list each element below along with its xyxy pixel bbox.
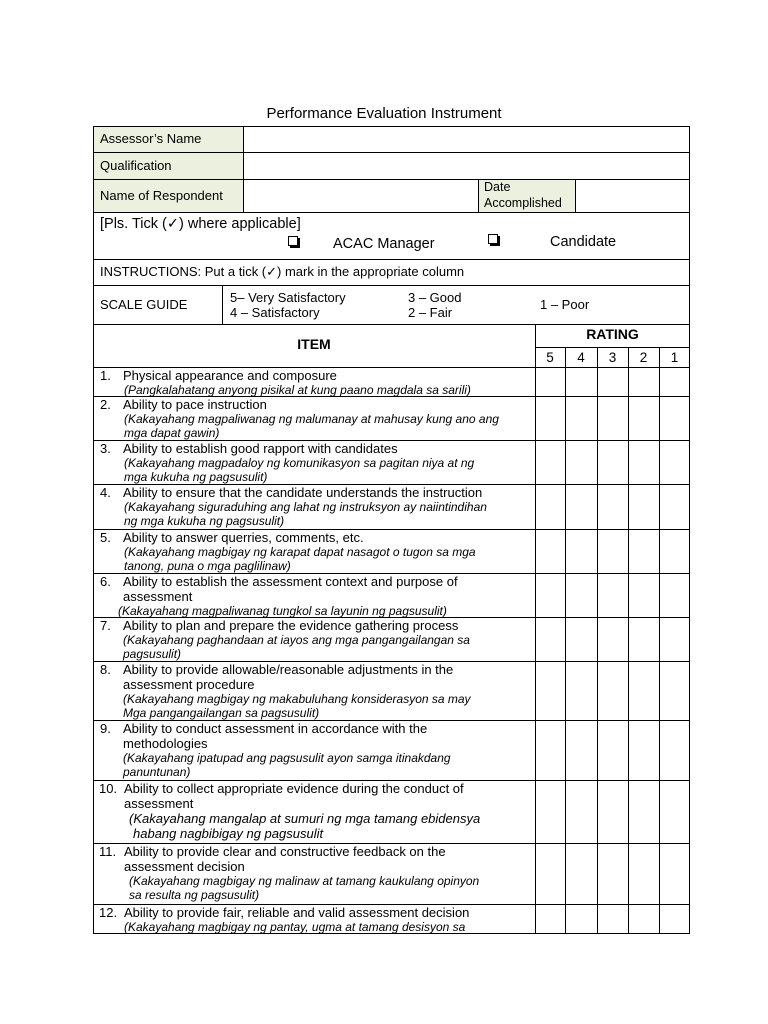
qualification-label: Qualification xyxy=(100,158,172,173)
item-number: 2. xyxy=(100,397,111,412)
item-number: 12. xyxy=(99,905,118,920)
item-text: Ability to provide allowable/reasonable adjustments in the xyxy=(123,662,454,677)
tick-prompt: [Pls. Tick (✓) where applicable] xyxy=(100,216,301,232)
qualification-field[interactable] xyxy=(245,154,688,178)
item-header: ITEM xyxy=(297,336,331,352)
rating-cell-12-4[interactable] xyxy=(566,905,596,932)
rating-cell-1-4[interactable] xyxy=(566,368,596,395)
item-number: 4. xyxy=(100,485,111,500)
rating-cell-5-4[interactable] xyxy=(566,530,596,572)
item-translation: (Kakayahang magpaliwanag tungkol sa layunin ng pagsusulit) xyxy=(118,604,447,618)
item-text: Physical appearance and composure xyxy=(123,368,337,383)
rating-cell-7-4[interactable] xyxy=(566,618,596,660)
item-translation: (Kakayahang ipatupad ang pagsusulit ayon samga itinakdang xyxy=(123,751,451,765)
item-translation: (Kakayahang magpaliwanag ng malumanay at mahusay kung ano ang xyxy=(124,412,499,426)
item-number: 8. xyxy=(100,662,111,677)
item-number: 9. xyxy=(100,721,111,736)
item-translation: Mga pangangailangan sa pagsusulit) xyxy=(123,706,320,720)
item-text: methodologies xyxy=(123,736,208,751)
rating-cell-10-1[interactable] xyxy=(660,781,689,842)
item-number: 3. xyxy=(100,441,111,456)
rating-cell-3-5[interactable] xyxy=(536,441,564,483)
rating-col-1: 1 xyxy=(670,350,679,365)
rating-cell-3-1[interactable] xyxy=(660,441,689,483)
rating-cell-6-5[interactable] xyxy=(536,574,564,616)
rating-cell-11-1[interactable] xyxy=(660,844,689,903)
item-translation: (Kakayahang mangalap at sumuri ng mga tamang ebidensya xyxy=(129,811,481,826)
scale-1: 1 – Poor xyxy=(540,297,590,312)
rating-cell-9-4[interactable] xyxy=(566,721,596,779)
item-text: Ability to answer querries, comments, etc. xyxy=(123,530,364,545)
rating-cell-11-3[interactable] xyxy=(598,844,627,903)
rating-cell-1-5[interactable] xyxy=(536,368,564,395)
respondent-name-field[interactable] xyxy=(245,181,477,211)
scale-5: 5– Very Satisfactory xyxy=(230,290,346,305)
item-translation: sa resulta ng pagsusulit) xyxy=(129,888,260,902)
rating-cell-12-2[interactable] xyxy=(629,905,658,932)
item-number: 5. xyxy=(100,530,111,545)
item-translation: (Pangkalahatang anyong pisikal at kung paano magdala sa sarili) xyxy=(124,383,471,397)
rating-cell-4-5[interactable] xyxy=(536,485,564,528)
scale-4: 4 – Satisfactory xyxy=(230,305,320,320)
rating-col-2: 2 xyxy=(639,350,648,365)
rating-header: RATING xyxy=(586,326,639,342)
rating-col-4: 4 xyxy=(577,350,585,365)
rating-cell-2-2[interactable] xyxy=(629,397,658,439)
rating-cell-12-5[interactable] xyxy=(536,905,564,932)
rating-cell-10-5[interactable] xyxy=(536,781,564,842)
rating-cell-5-5[interactable] xyxy=(536,530,564,572)
scale-3: 3 – Good xyxy=(408,290,462,305)
rating-cell-11-5[interactable] xyxy=(536,844,564,903)
item-number: 10. xyxy=(99,781,118,796)
item-translation: (Kakayahang magpadaloy ng komunikasyon sa pagitan niya at ng xyxy=(124,456,475,470)
rating-cell-7-5[interactable] xyxy=(536,618,564,660)
date-label-line2: Accomplished xyxy=(484,196,562,210)
rating-cell-12-1[interactable] xyxy=(660,905,689,932)
rating-cell-5-2[interactable] xyxy=(629,530,658,572)
rating-cell-2-3[interactable] xyxy=(598,397,627,439)
assessor-label: Assessor’s Name xyxy=(100,131,202,146)
item-translation: tanong, puna o mga paglilinaw) xyxy=(124,559,291,573)
rating-cell-8-3[interactable] xyxy=(598,662,627,719)
candidate-label: Candidate xyxy=(550,234,617,250)
item-text: Ability to provide fair, reliable and valid assessment decision xyxy=(124,905,470,920)
item-translation: pagsusulit) xyxy=(123,647,182,661)
item-translation: mga dapat gawin) xyxy=(124,426,220,440)
rating-cell-8-1[interactable] xyxy=(660,662,689,719)
rating-cell-10-3[interactable] xyxy=(598,781,627,842)
rating-cell-9-3[interactable] xyxy=(598,721,627,779)
acac-manager-label: ACAC Manager xyxy=(333,236,435,252)
rating-cell-1-3[interactable] xyxy=(598,368,627,395)
item-text: assessment xyxy=(123,589,193,604)
rating-cell-4-2[interactable] xyxy=(629,485,658,528)
rating-cell-6-2[interactable] xyxy=(629,574,658,616)
item-translation: (Kakayahang magbigay ng makabuluhang konsiderasyon sa may xyxy=(123,692,471,706)
item-text: Ability to pace instruction xyxy=(123,397,267,412)
item-translation: panuntunan) xyxy=(123,765,191,779)
rating-cell-4-1[interactable] xyxy=(660,485,689,528)
item-number: 11. xyxy=(99,844,117,859)
assessor-name-field[interactable] xyxy=(245,128,688,151)
item-text: Ability to conduct assessment in accordance with the xyxy=(123,721,428,736)
rating-cell-8-4[interactable] xyxy=(566,662,596,719)
item-text: Ability to establish good rapport with candidates xyxy=(123,441,398,456)
instructions-text: INSTRUCTIONS: Put a tick (✓) mark in the appropriate column xyxy=(100,264,465,279)
rating-cell-11-2[interactable] xyxy=(629,844,658,903)
item-translation: (Kakayahang paghandaan at iayos ang mga pangangailangan sa xyxy=(123,633,470,647)
rating-cell-2-1[interactable] xyxy=(660,397,689,439)
rating-cell-10-4[interactable] xyxy=(566,781,596,842)
rating-cell-2-4[interactable] xyxy=(566,397,596,439)
item-number: 6. xyxy=(100,574,111,589)
scale-2: 2 – Fair xyxy=(408,305,453,320)
rating-cell-7-1[interactable] xyxy=(660,618,689,660)
rating-cell-4-4[interactable] xyxy=(566,485,596,528)
item-translation: (Kakayahang magbigay ng pantay, ugma at tamang desisyon sa xyxy=(124,920,466,934)
respondent-label: Name of Respondent xyxy=(100,188,223,203)
rating-cell-9-5[interactable] xyxy=(536,721,564,779)
item-translation: (Kakayahang magbigay ng karapat dapat nasagot o tugon sa mga xyxy=(124,545,476,559)
rating-cell-9-2[interactable] xyxy=(629,721,658,779)
item-text: Ability to ensure that the candidate understands the instruction xyxy=(123,485,483,500)
rating-cell-12-3[interactable] xyxy=(598,905,627,932)
acac-manager-checkbox[interactable] xyxy=(288,236,298,246)
rating-cell-6-4[interactable] xyxy=(566,574,596,616)
date-label-line1: Date xyxy=(484,180,511,194)
rating-cell-1-2[interactable] xyxy=(629,368,658,395)
rating-cell-5-1[interactable] xyxy=(660,530,689,572)
rating-cell-7-3[interactable] xyxy=(598,618,627,660)
item-text: assessment xyxy=(124,796,194,811)
item-text: assessment procedure xyxy=(123,677,255,692)
item-text: Ability to establish the assessment context and purpose of xyxy=(123,574,458,589)
item-translation: (Kakayahang magbigay ng malinaw at tamang kaukulang opinyon xyxy=(129,874,480,888)
item-translation: (Kakayahang siguraduhing ang lahat ng instruksyon ay naiintindihan xyxy=(124,500,487,514)
item-text: Ability to collect appropriate evidence during the conduct of xyxy=(124,781,464,796)
scale-guide-label: SCALE GUIDE xyxy=(100,297,188,312)
candidate-checkbox[interactable] xyxy=(488,234,498,244)
rating-col-5: 5 xyxy=(546,350,554,365)
rating-col-3: 3 xyxy=(608,350,617,365)
rating-cell-7-2[interactable] xyxy=(629,618,658,660)
rating-cell-10-2[interactable] xyxy=(629,781,658,842)
item-text: Ability to provide clear and constructive feedback on the xyxy=(124,844,446,859)
rating-cell-1-1[interactable] xyxy=(660,368,689,395)
rating-cell-5-3[interactable] xyxy=(598,530,627,572)
rating-cell-8-2[interactable] xyxy=(629,662,658,719)
rating-cell-4-3[interactable] xyxy=(598,485,627,528)
item-translation: habang nagbibigay ng pagsusulit xyxy=(133,826,324,841)
rating-cell-3-4[interactable] xyxy=(566,441,596,483)
item-number: 7. xyxy=(100,618,111,633)
item-translation: ng mga kukuha ng pagsusulit) xyxy=(124,514,285,528)
rating-cell-6-3[interactable] xyxy=(598,574,627,616)
item-text: Ability to plan and prepare the evidence gathering process xyxy=(123,618,459,633)
rating-cell-9-1[interactable] xyxy=(660,721,689,779)
item-text: assessment decision xyxy=(124,859,245,874)
date-accomplished-field[interactable] xyxy=(577,181,688,211)
rating-cell-6-1[interactable] xyxy=(660,574,689,616)
rating-cell-8-5[interactable] xyxy=(536,662,564,719)
item-translation: mga kukuha ng pagsusulit) xyxy=(124,470,268,484)
rating-header-divider xyxy=(535,347,690,348)
item-number: 1. xyxy=(100,368,111,383)
rating-cell-11-4[interactable] xyxy=(566,844,596,903)
rating-cell-3-2[interactable] xyxy=(629,441,658,483)
rating-cell-2-5[interactable] xyxy=(536,397,564,439)
page-title: Performance Evaluation Instrument xyxy=(266,105,502,122)
rating-cell-3-3[interactable] xyxy=(598,441,627,483)
